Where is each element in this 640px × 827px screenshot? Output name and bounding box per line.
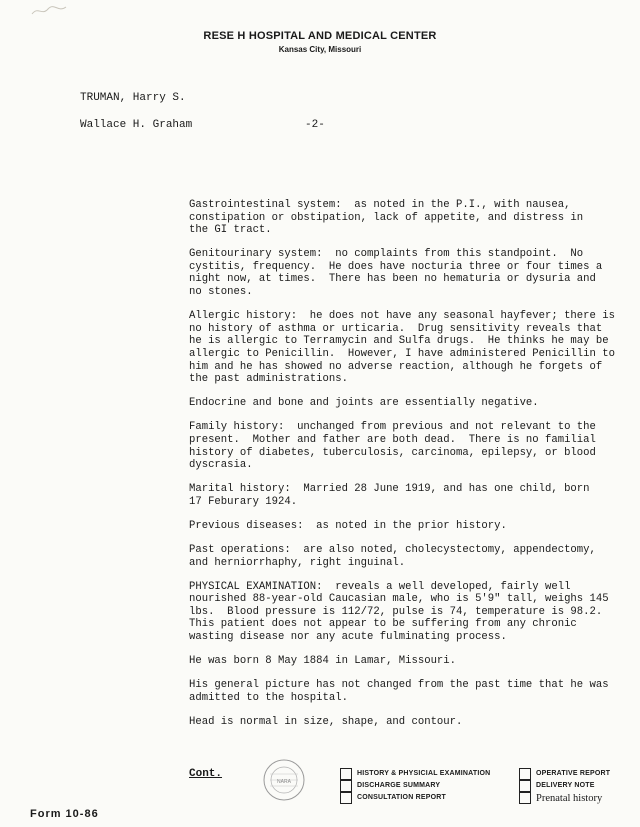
library-stamp-seal: [262, 758, 306, 802]
label-consultation-report: CONSULTATION REPORT: [357, 794, 446, 801]
form-number: Form 10-86: [30, 808, 99, 820]
paragraph-head: Head is normal in size, shape, and contour.: [189, 715, 463, 728]
physician-name: Wallace H. Graham: [80, 119, 193, 131]
checkbox-consultation-report[interactable]: [340, 792, 352, 804]
checkbox-operative-report[interactable]: [519, 768, 531, 780]
label-delivery-note: DELIVERY NOTE: [536, 782, 595, 789]
paragraph-physical-examination: PHYSICAL EXAMINATION: reveals a well developed, fairly well nourished 88-year-old Caucasian male, who is 5'9" tall, weighs 145 lbs. Blood pressure is 112/72, pulse is 74, temperature is 98.2. This patient does not appear to be suffering from any chronic wasting disease nor any acute fulminating process.: [189, 580, 609, 644]
continued-label: Cont.: [189, 768, 223, 780]
paragraph-gastrointestinal: Gastrointestinal system: as noted in the P.I., with nausea, constipation or obstipation, lack of appetite, and distress in the GI tract.: [189, 199, 584, 237]
checkbox-history-physical[interactable]: [340, 768, 352, 780]
paragraph-family-history: Family history: unchanged from previous and not relevant to the present. Mother and father are both dead. There is no familial history of diabetes, tuberculosis, carcinoma, epilepsy, or blood dyscrasia.: [189, 421, 596, 472]
paragraph-birth: He was born 8 May 1884 in Lamar, Missouri.: [189, 655, 457, 668]
paragraph-genitourinary: Genitourinary system: no complaints from this standpoint. No cystitis, frequency. He does have nocturia three or four times a night now, at times. There has been no hematuria or dysuria and no stones.: [189, 248, 603, 299]
hospital-name: RESE H HOSPITAL AND MEDICAL CENTER: [203, 30, 437, 42]
paragraph-allergic-history: Allergic history: he does not have any seasonal hayfever; there is no history of asthma or urticaria. Drug sensitivity reveals that he is allergic to Terramycin and Sulfa drugs. He thinks he may be allergic to Penicillin. However, I have administered Penicillin to him and he has showed no adverse reaction, although he forgets of the past administrations.: [189, 310, 615, 386]
paragraph-past-operations: Past operations: are also noted, cholecystectomy, appendectomy, and herniorrhaphy, right inguinal.: [189, 543, 596, 569]
checkbox-discharge-summary[interactable]: [340, 780, 352, 792]
paragraph-endocrine: Endocrine and bone and joints are essentially negative.: [189, 397, 539, 410]
label-discharge-summary: DISCHARGE SUMMARY: [357, 782, 441, 789]
checkbox-prenatal-history[interactable]: [519, 792, 531, 804]
paragraph-general-picture: His general picture has not changed from the past time that he was admitted to the hospital.: [189, 679, 609, 704]
paragraph-marital-history: Marital history: Married 28 June 1919, and has one child, born 17 Feburary 1924.: [189, 483, 590, 508]
label-operative-report: OPERATIVE REPORT: [536, 770, 611, 777]
margin-handwriting-mark: [30, 4, 70, 18]
hospital-location: Kansas City, Missouri: [278, 45, 362, 54]
paragraph-previous-diseases: Previous diseases: as noted in the prior history.: [189, 519, 507, 532]
medical-history-body: [189, 199, 629, 740]
label-history-physical: HISTORY & PHYSICIAL EXAMINATION: [357, 770, 491, 777]
label-prenatal-history: Prenatal history: [536, 793, 603, 804]
patient-name: TRUMAN, Harry S.: [80, 92, 186, 104]
svg-text:NARA: NARA: [277, 779, 291, 785]
checkbox-delivery-note[interactable]: [519, 780, 531, 792]
page-number: -2-: [305, 119, 325, 131]
